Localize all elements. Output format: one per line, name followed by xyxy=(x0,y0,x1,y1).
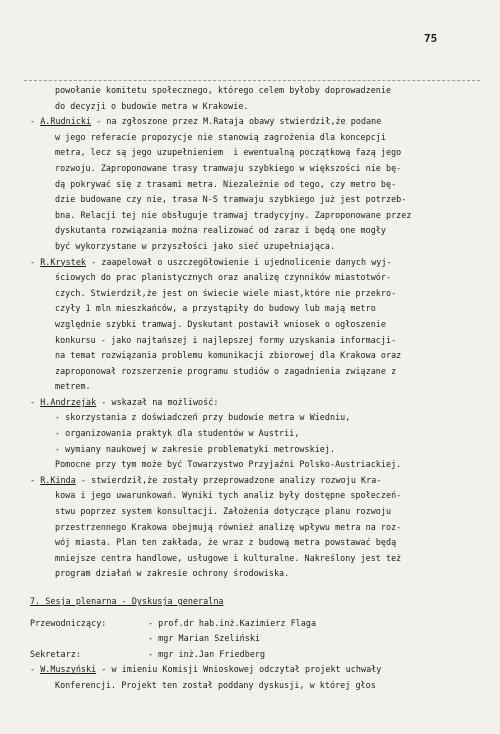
line-text: w jego referacie propozycje nie stanowią zagrożenia dla koncepcji xyxy=(55,131,386,142)
line-text: dyskutanta rozwiązania można realizować od zaraz i będą one mogły xyxy=(55,225,386,236)
section-heading-text: 7. Sesja plenarna - Dyskusja generalna xyxy=(30,596,224,606)
line-text: dzie budowane czy nie, trasa N-S tramwaju szybkiego już jest potrzeb- xyxy=(55,194,407,205)
text-line xyxy=(30,504,485,520)
text-line xyxy=(30,317,485,333)
text-line xyxy=(30,678,485,694)
speaker-paragraph-start xyxy=(30,255,485,271)
secretary-label: Sekretarz: xyxy=(30,648,81,659)
chair-name: - mgr Marian Szeliński xyxy=(148,633,261,644)
line-text: Konferencji. Projekt ten został poddany dyskusji, w której głos xyxy=(55,679,376,690)
chair-name: - prof.dr hab.inż.Kazimierz Flaga xyxy=(148,617,317,628)
line-text: do decyzji o budowie metra w Krakowie. xyxy=(55,100,249,111)
line-text: - wymiany naukowej w zakresie problematyki metrowskiej. xyxy=(55,443,336,454)
speaker-paragraph-start xyxy=(30,662,485,678)
line-text: - skorzystania z doświadczeń przy budowie metra w Wiedniu, xyxy=(55,412,351,423)
text-line xyxy=(30,551,485,567)
chairs-label: Przewodniczący: xyxy=(30,617,107,628)
text-line xyxy=(30,301,485,317)
line-text: konkursu - jako najtańszej i najlepszej formy uzyskania informacji- xyxy=(55,334,397,345)
speaker-name: W.Muszyński xyxy=(40,664,97,675)
text-line xyxy=(30,333,485,349)
text-line xyxy=(30,410,485,426)
line-text: - organizowania praktyk dla studentów w Austrii, xyxy=(55,428,300,439)
text-line xyxy=(30,379,485,395)
list-dash: - xyxy=(30,474,41,485)
line-text: Pomocne przy tym może być Towarzystwo Przyjaźni Polsko-Austriackiej. xyxy=(55,459,402,470)
text-line xyxy=(30,520,485,536)
line-text: rozwoju. Zaproponowane trasy tramwaju szybkiego w większości nie bę- xyxy=(55,162,402,173)
text-line xyxy=(30,286,485,302)
text-line xyxy=(30,488,485,504)
line-text: na temat rozwiązania problemu komunikacji zbiorowej dla Krakowa oraz xyxy=(55,350,402,361)
line-text: ściowych do prac planistycznych oraz analizę czynników miastotwór- xyxy=(55,272,392,283)
line-text: - w imieniu Komisji Wnioskowej odczytał projekt uchwały xyxy=(96,664,382,675)
text-line xyxy=(30,348,485,364)
speaker-paragraph-start xyxy=(30,114,485,130)
text-line xyxy=(30,426,485,442)
text-line xyxy=(30,130,485,146)
chairs-row xyxy=(30,616,485,632)
text-line xyxy=(30,442,485,458)
line-text: powołanie komitetu społecznego, którego celem byłoby doprowadzenie xyxy=(55,85,392,95)
line-text: przestrzennego Krakowa obejmują również analizę wpływu metra na roz- xyxy=(55,521,402,532)
text-line xyxy=(30,566,485,582)
list-dash: - xyxy=(30,664,41,675)
text-line xyxy=(30,83,485,99)
text-line xyxy=(30,208,485,224)
text-line xyxy=(30,364,485,380)
text-line xyxy=(30,99,485,115)
line-text: być wykorzystane w przyszłości jako sieć uzupełniająca. xyxy=(55,240,336,251)
line-text: kowa i jego uwarunkowań. Wyniki tych analiz były dostępne społeczeń- xyxy=(55,490,402,501)
text-line xyxy=(30,270,485,286)
line-text: względnie szybki tramwaj. Dyskutant postawił wniosek o ogłoszenie xyxy=(55,318,386,329)
line-text: program działań w zakresie ochrony środowiska. xyxy=(55,568,290,579)
chairs-row xyxy=(30,631,485,647)
secretary-row xyxy=(30,647,485,663)
secretary-name: - mgr inż.Jan Friedberg xyxy=(148,648,266,659)
list-dash: - xyxy=(30,116,41,127)
text-line xyxy=(30,145,485,161)
text-line xyxy=(30,161,485,177)
speaker-name: H.Andrzejak xyxy=(40,396,97,407)
speaker-paragraph-start xyxy=(30,395,485,411)
line-text: - wskazał na możliwość: xyxy=(96,396,219,407)
list-dash: - xyxy=(30,256,41,267)
section-heading xyxy=(30,594,485,610)
line-text: metra, lecz są jego uzupełnieniem i ewentualną początkową fazą jego xyxy=(55,147,402,158)
line-text: metrem. xyxy=(55,381,91,392)
speaker-name: R.Kinda xyxy=(40,474,76,485)
line-text: mniejsze centra handlowe, usługowe i kulturalne. Nakreślony jest też xyxy=(55,552,402,563)
line-text: - zaapelował o uszczegółowienie i ujednolicenie danych wyj- xyxy=(86,256,392,267)
line-text: - na zgłoszone przez M.Rataja obawy stwierdził,że podane xyxy=(91,116,382,127)
text-line xyxy=(30,192,485,208)
text-line xyxy=(30,535,485,551)
speaker-paragraph-start xyxy=(30,473,485,489)
line-text: stwu poprzez system konsultacji. Założenia dotyczące planu rozwoju xyxy=(55,506,392,517)
section-gap xyxy=(30,582,485,594)
speaker-name: A.Rudnicki xyxy=(40,116,92,127)
text-line xyxy=(30,239,485,255)
text-line xyxy=(30,223,485,239)
line-text: czyły 1 mln mieszkańców, a przystąpiły do budowy lub mają metro xyxy=(55,303,376,314)
line-text: dą pokrywać się z trasami metra. Niezależnie od tego, czy metro bę- xyxy=(55,178,397,189)
line-text: wój miasta. Plan ten zakłada, że wraz z budową metra powstawać będą xyxy=(55,537,397,548)
line-text: bna. Relacji tej nie obsługuje tramwaj tradycyjny. Zaproponowane przez xyxy=(55,209,412,220)
page-number: 75 xyxy=(424,32,438,45)
text-line xyxy=(30,177,485,193)
document-body xyxy=(30,80,485,694)
line-text: czych. Stwierdził,że jest on świecie wiele miast,które nie przekro- xyxy=(55,287,397,298)
list-dash: - xyxy=(30,396,41,407)
speaker-name: R.Krystek xyxy=(40,256,87,267)
line-text: zaproponował rozszerzenie programu studiów o zagadnienia związane z xyxy=(55,365,397,376)
line-text: - stwierdził,że zostały przeprowadzone analizy rozwoju Kra- xyxy=(75,474,382,485)
text-line xyxy=(30,457,485,473)
